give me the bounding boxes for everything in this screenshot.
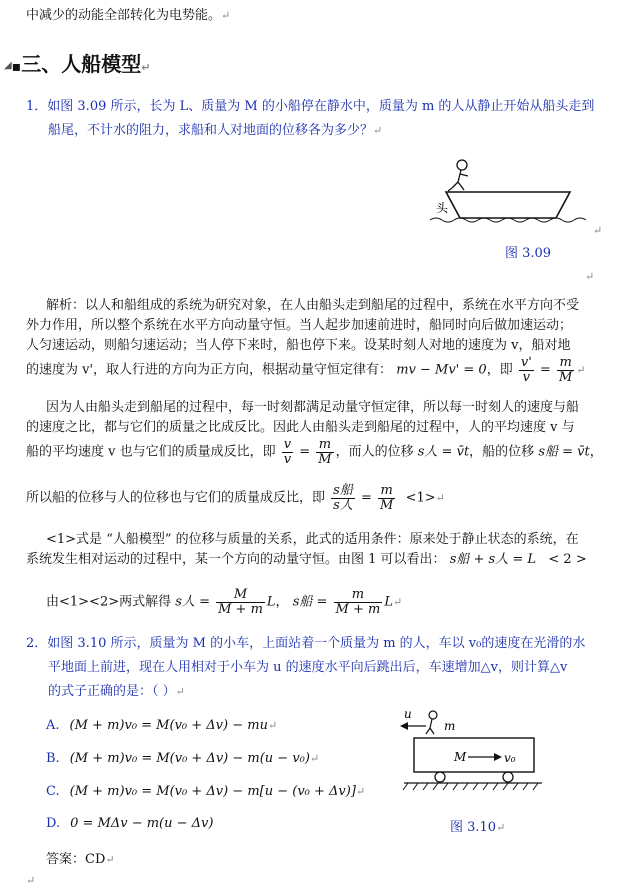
analysis-p2-l1: 因为人由船头走到船尾的过程中，每一时刻都满足动量守恒定律，所以每一时刻人的速度与船 (46, 400, 580, 415)
figure-u-label: u (404, 707, 412, 721)
person-body (458, 170, 461, 182)
figure-M-label: M (454, 750, 467, 764)
person-leg (452, 182, 458, 188)
q1-line2: 船尾，不计水的阻力，求船和人对地面的位移各为多少？↵ (48, 123, 383, 138)
fraction-m-over-M-2: $\frac{m}{M}$ (318, 437, 332, 467)
cart-figure (396, 706, 546, 796)
boat-hull (446, 192, 570, 218)
option-b[interactable]: B. (M + m)v₀ = M(v₀ + Δv) − m(u − v₀)↵ (46, 751, 320, 766)
q2-line1: 2．如图 3.10 所示，质量为 M 的小车，上面站着一个质量为 m 的人，车以 v₀的速度在光滑的水 (26, 636, 586, 651)
fraction-m-over-M: $\frac{m}{M}$ (558, 355, 573, 385)
cart-wheel (503, 772, 513, 782)
cart-wheel (435, 772, 445, 782)
top-text: 中减少的动能全部转化为电势能。↵ (26, 8, 231, 23)
return-mark: ↵ (26, 874, 36, 887)
return-mark: ↵ (593, 224, 603, 237)
analysis-p4-l2: 系统发生相对运动的过程中，某一个方向的动量守恒。由图 1 可以看出： s船 + s人 = L < 2 > (26, 552, 587, 567)
cart-body (414, 738, 534, 772)
collapse-triangle-icon[interactable]: ◢ (4, 60, 12, 71)
person-body (426, 719, 434, 734)
fraction-m-over-Mm: $\frac{m}{M + m}$ (335, 587, 381, 617)
option-d[interactable]: D. 0 = MΔv − m(u − Δv) (46, 816, 214, 831)
v0-arrow-head (494, 753, 502, 761)
fraction-m-over-M-3: $\frac{m}{M}$ (380, 483, 394, 513)
figure-m-label: m (444, 719, 456, 733)
analysis-p2-l2: 的速度之比，都与它们的质量之比成反比。因此人由船头走到船尾的过程中，人的平均速度 v 与 (26, 420, 575, 435)
q2-line2: 平地面上前进，现在人用相对于小车为 u 的速度水平向后跳出后，车速增加△v，则计算△v (48, 660, 568, 675)
fraction-vp-over-v: $\frac{v'}{v}$ (520, 355, 532, 385)
u-arrow-head (400, 722, 408, 730)
option-c[interactable]: C. (M + m)v₀ = M(v₀ + Δv) − m[u − (v₀ + Δv)]↵ (46, 784, 366, 799)
boat-figure (430, 150, 600, 230)
boat-head-label: 头 (436, 201, 449, 215)
option-a[interactable]: A. (M + m)v₀ = M(v₀ + Δv) − mu↵ (46, 718, 278, 733)
person-arm (460, 174, 468, 176)
analysis-p4-l1: <1>式是 “人船模型” 的位移与质量的关系，此式的适用条件：原来处于静止状态的系统，在 (46, 532, 579, 547)
fraction-schuan-over-sren: $\frac{\text{s船}}{\text{s人}}$ (333, 483, 353, 513)
person-leg (458, 182, 464, 190)
person-head (429, 711, 437, 719)
q2-line3: 的式子正确的是：（ ）↵ (48, 684, 185, 699)
analysis-p3: 所以船的位移与人的位移也与它们的质量成反比，即 $\frac{\text{s船}}{\text{s人}}$ = $\frac{m}{M}$ <1>↵ (26, 483, 445, 513)
person-head (457, 160, 467, 170)
analysis-p1-l2: 外力作用，所以整个系统在水平方向动量守恒。当人起步加速前进时，船同时向后做加速运动； (26, 318, 573, 333)
analysis-p5: 由<1><2>两式解得 s人 = $\frac{M}{M + m}$ L， s船 = $\frac{m}{M + m}$ L↵ (46, 587, 403, 617)
fraction-M-over-Mm: $\frac{M}{M + m}$ (218, 587, 263, 617)
figure-v0-label: v₀ (504, 751, 516, 765)
fraction-v-over-v: $\frac{v}{v}$ (283, 437, 292, 467)
q1-line1: 1．如图 3.09 所示，长为 L、质量为 M 的小船停在静水中，质量为 m 的人从静止开始从船头走到 (26, 99, 595, 114)
person-foot (448, 188, 452, 191)
analysis-p1-l4: 的速度为 v'，取人行进的方向为正方向，根据动量守恒定律有： mv − Mv' = 0，即 $\frac{v'}{v}$ = $\frac{m}{M}$ ↵ (26, 355, 586, 385)
analysis-p2-l3: 船的平均速度 v 也与它们的质量成反比，即 $\frac{v}{v}$ = $\frac{m}{M}$ ，而人的位移 s人 = v̄t，船的位移 s船 = v̄t， (26, 437, 603, 467)
figure-3-09-caption: 图 3.09 (505, 246, 552, 261)
analysis-p1-l3: 人匀速运动，则船匀速运动；当人停下来时，船也停下来。设某时刻人对地的速度为 v，船对地 (26, 338, 571, 353)
figure-3-10-caption: 图 3.10↵ (450, 820, 506, 835)
ground-hatch (403, 783, 538, 790)
section-title: ◢▪三、人船模型↵ (4, 52, 151, 76)
return-mark: ↵ (585, 270, 595, 283)
answer: 答案：CD↵ (46, 852, 115, 867)
analysis-p1-l1: 解析：以人和船组成的系统为研究对象，在人由船头走到船尾的过程中，系统在水平方向不受 (46, 298, 580, 313)
